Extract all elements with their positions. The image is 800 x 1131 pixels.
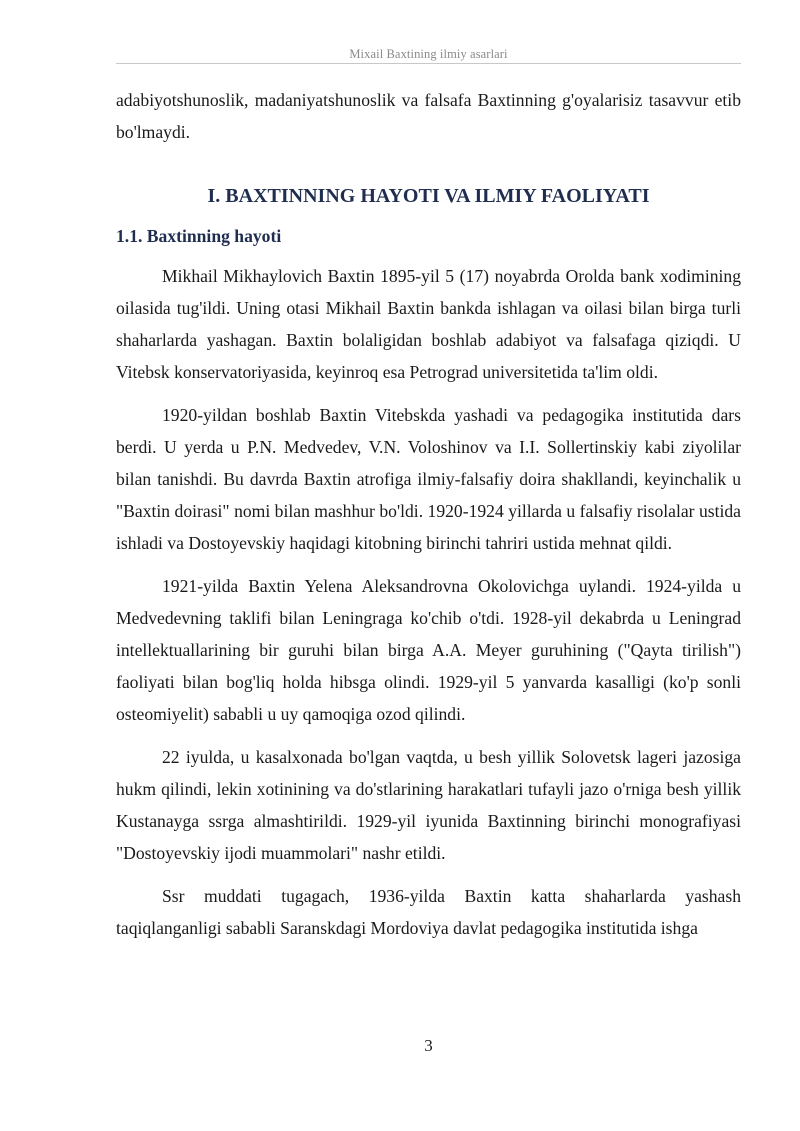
page-number: 3 [424, 1036, 433, 1055]
page-content [116, 84, 741, 944]
chapter-title: I. BAXTINNING HAYOTI VA ILMIY FAOLIYATI [207, 185, 650, 207]
paragraph-4: 22 iyulda, u kasalxonada bo'lgan vaqtda, u besh yillik Solovetsk lageri jazosiga hukm qilindi, lekin xotinining va do'stlarining harakatlari tufayli jazo o'rniga besh yillik Kustanayga ssrga almashtirildi. 1929-yil iyunida Baxtinning birinchi monografiyasi "Dostoyevskiy ijodi muammolari" nashr etildi. [116, 747, 741, 863]
running-header: Mixail Baxtining ilmiy asarlari [349, 47, 508, 61]
header-divider [116, 63, 741, 64]
paragraph-3: 1921-yilda Baxtin Yelena Aleksandrovna Okolovichga uylandi. 1924-yilda u Medvedevning taklifi bilan Leningraga ko'chib o'tdi. 1928-yil dekabrda u Leningrad intellektuallarining bir guruhi bilan birga A.A. Meyer guruhining ("Qayta tirilish") faoliyati bilan bog'liq holda hibsga olindi. 1929-yil 5 yanvarda kasalligi (ko'p sonli osteomiyelit) sababli u uy qamoqiga ozod qilindi. [116, 576, 741, 724]
section-title: 1.1. Baxtinning hayoti [116, 226, 282, 246]
paragraph-5: Ssr muddati tugagach, 1936-yilda Baxtin katta shaharlarda yashash taqiqlanganligi sababli Saranskdagi Mordoviya davlat pedagogika institutida ishga [116, 886, 741, 938]
paragraph-1: Mikhail Mikhaylovich Baxtin 1895-yil 5 (17) noyabrda Orolda bank xodimining oilasida tug'ildi. Uning otasi Mikhail Baxtin bankda ishlagan va oilasi bilan birga turli shaharlarda yashagan. Baxtin bolaligidan boshlab adabiyot va falsafaga qiziqdi. U Vitebsk konservatoriyasida, keyinroq esa Petrograd universitetida ta'lim oldi. [116, 266, 741, 382]
intro-paragraph: adabiyotshunoslik, madaniyatshunoslik va falsafa Baxtinning g'oyalarisiz tasavvur etib bo'lmaydi. [116, 90, 741, 142]
paragraph-2: 1920-yildan boshlab Baxtin Vitebskda yashadi va pedagogika institutida dars berdi. U yerda u P.N. Medvedev, V.N. Voloshinov va I.I. Sollertinskiy kabi ziyolilar bilan tanishdi. Bu davrda Baxtin atrofiga ilmiy-falsafiy doira shakllandi, keyinchalik u "Baxtin doirasi" nomi bilan mashhur bo'ldi. 1920-1924 yillarda u falsafiy risolalar ustida ishladi va Dostoyevskiy haqidagi kitobning birinchi tahriri ustida mehnat qildi. [116, 405, 741, 553]
